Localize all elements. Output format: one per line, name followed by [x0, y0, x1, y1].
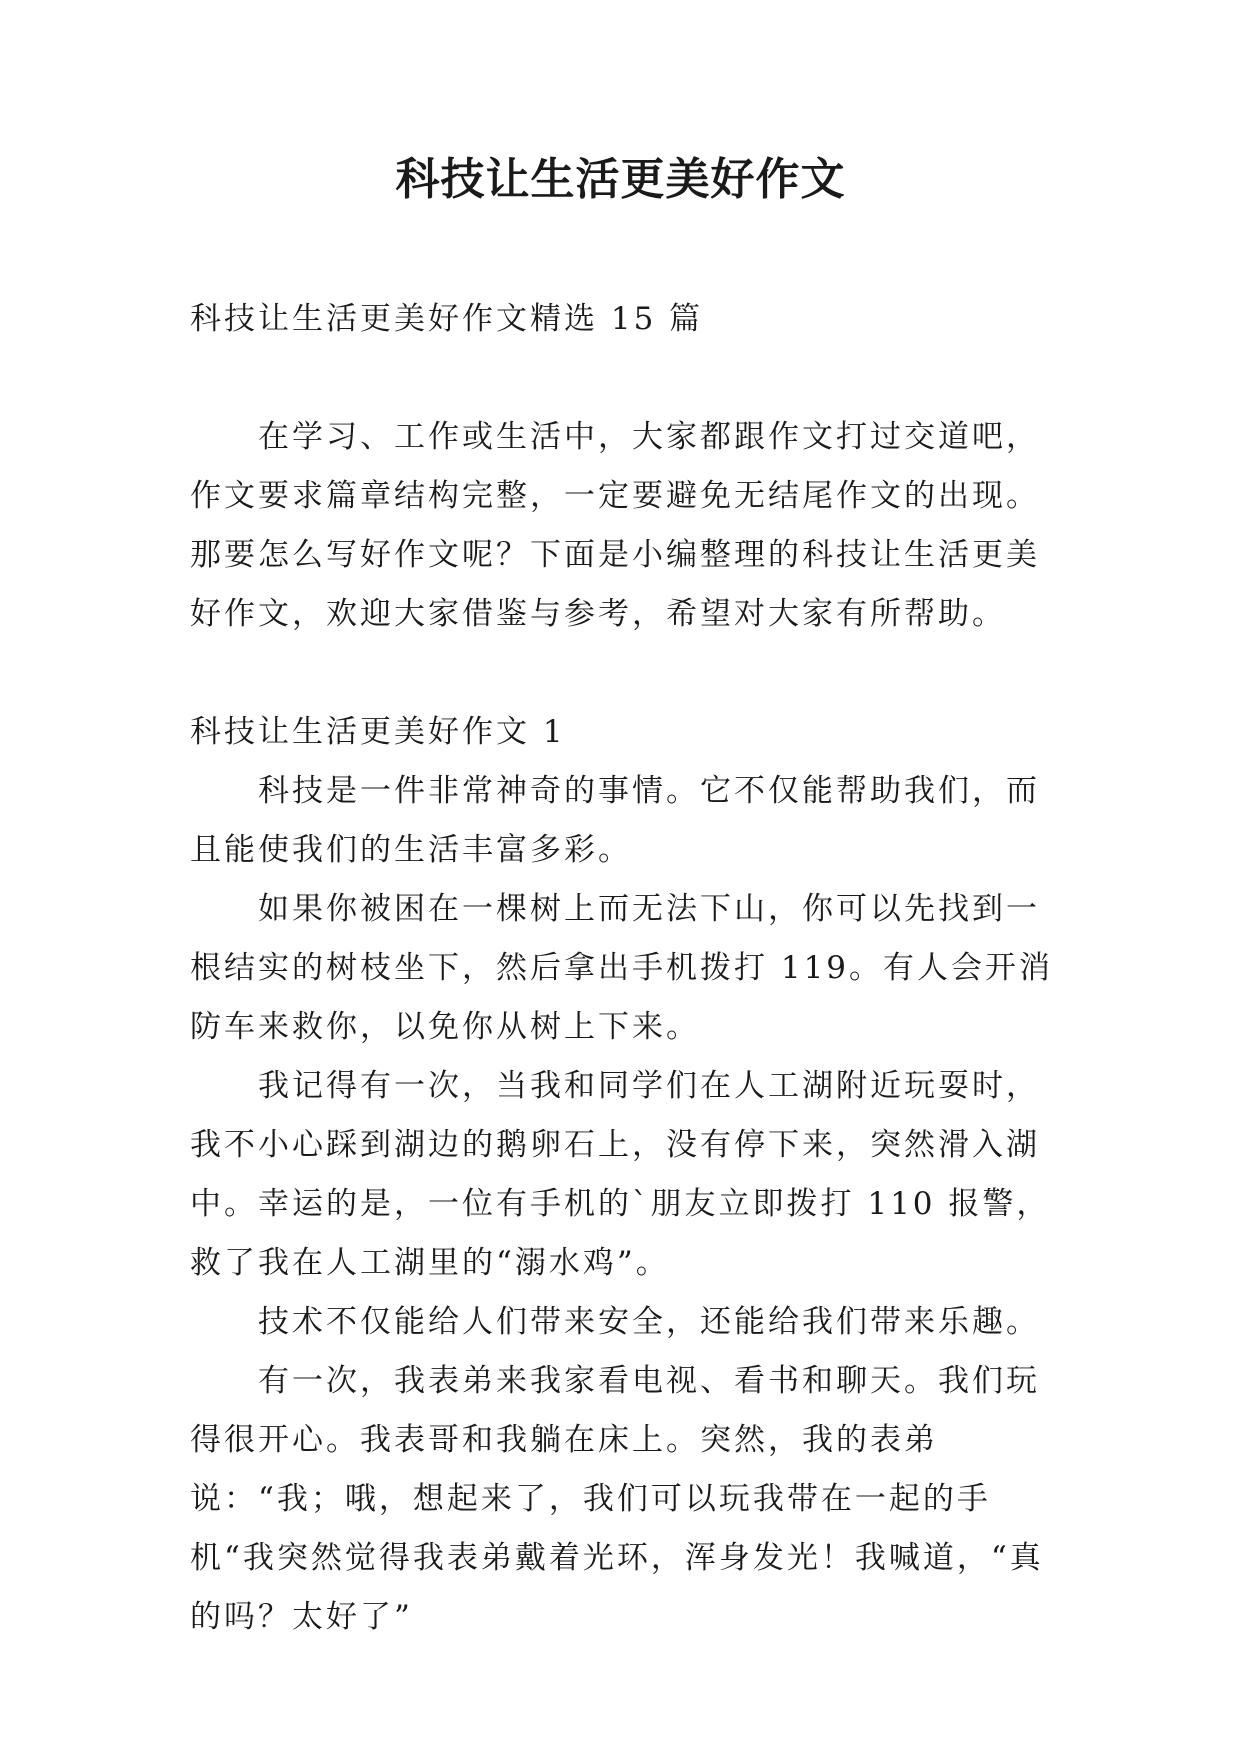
document-subtitle: 科技让生活更美好作文精选 15 篇: [190, 301, 704, 337]
body-paragraph: 科技是一件非常神奇的事情。它不仅能帮助我们，而且能使我们的生活丰富多彩。: [190, 773, 1040, 868]
body-paragraph: 如果你被困在一棵树上而无法下山，你可以先找到一根结实的树枝坐下，然后拿出手机拨打 119。有人会开消防车来救你，以免你从树上下来。: [190, 891, 1054, 1045]
body-paragraph: 有一次，我表弟来我家看电视、看书和聊天。我们玩得很开心。我表哥和我躺在床上。突然，我的表弟说：“我；哦，想起来了，我们可以玩我带在一起的手机“我突然觉得我表弟戴着光环，浑身发光！我喊道，“真的吗？太好了”: [190, 1363, 1044, 1635]
section-heading: 科技让生活更美好作文 1: [190, 714, 566, 750]
body-paragraph: 我记得有一次，当我和同学们在人工湖附近玩耍时，我不小心踩到湖边的鹅卵石上，没有停下来，突然滑入湖中。幸运的是，一位有手机的`朋友立即拨打 110 报警，救了我在人工湖里的“溺水鸡”。: [190, 1068, 1051, 1281]
document-title: 科技让生活更美好作文: [395, 154, 846, 205]
document-body: [190, 290, 1065, 1647]
body-paragraph: 技术不仅能给人们带来安全，还能给我们带来乐趣。: [258, 1304, 1040, 1340]
intro-paragraph: 在学习、工作或生活中，大家都跟作文打过交道吧，作文要求篇章结构完整，一定要避免无结尾作文的出现。那要怎么写好作文呢？下面是小编整理的科技让生活更美好作文，欢迎大家借鉴与参考，希望对大家有所帮助。: [190, 419, 1040, 632]
